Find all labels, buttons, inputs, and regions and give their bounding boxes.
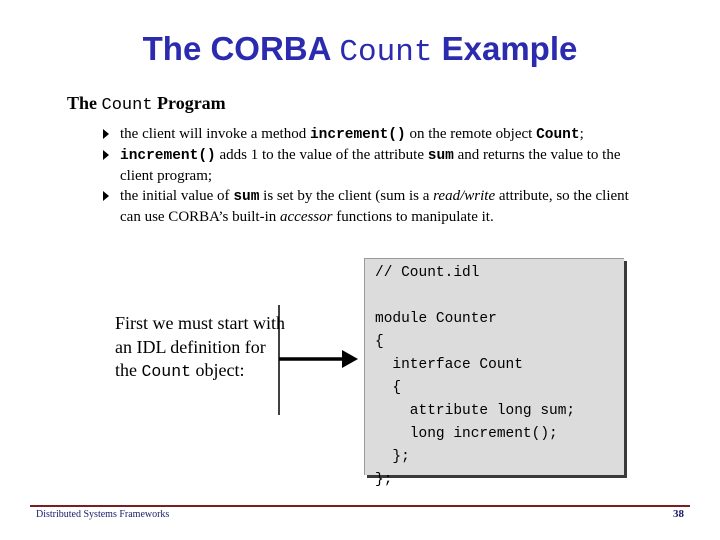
bullet-item: increment() adds 1 to the value of the attribute sum and returns the value to the client program; [103,145,643,186]
arrow-right-icon [278,305,360,415]
bullet-list [103,124,643,227]
idl-code-box [364,258,624,488]
intro-code: Count [141,362,192,381]
bullet-triangle-icon [103,150,109,160]
bullet-triangle-icon [103,129,109,139]
footer-divider [30,505,690,507]
bullet-item: the client will invoke a method increment() on the remote object Count; [103,124,643,145]
idl-code: // Count.idl module Counter { interface Count { attribute long sum; long increment(); }; }; [375,265,576,488]
title-code: Count [339,35,433,70]
section-heading: The Count Program [67,93,226,115]
heading-code: Count [101,96,153,115]
bullet-triangle-icon [103,191,109,201]
slide-title: The CORBA Count Example [142,30,578,70]
page-number: 38 [673,508,684,520]
bullet-item: the initial value of sum is set by the client (sum is a read/write attribute, so the client can use CORBA’s built-in accessor functions to manipulate it. [103,186,643,227]
footer-text: Distributed Systems Frameworks [36,509,170,520]
intro-text: First we must start with an IDL definition for the Count object: [115,313,285,381]
